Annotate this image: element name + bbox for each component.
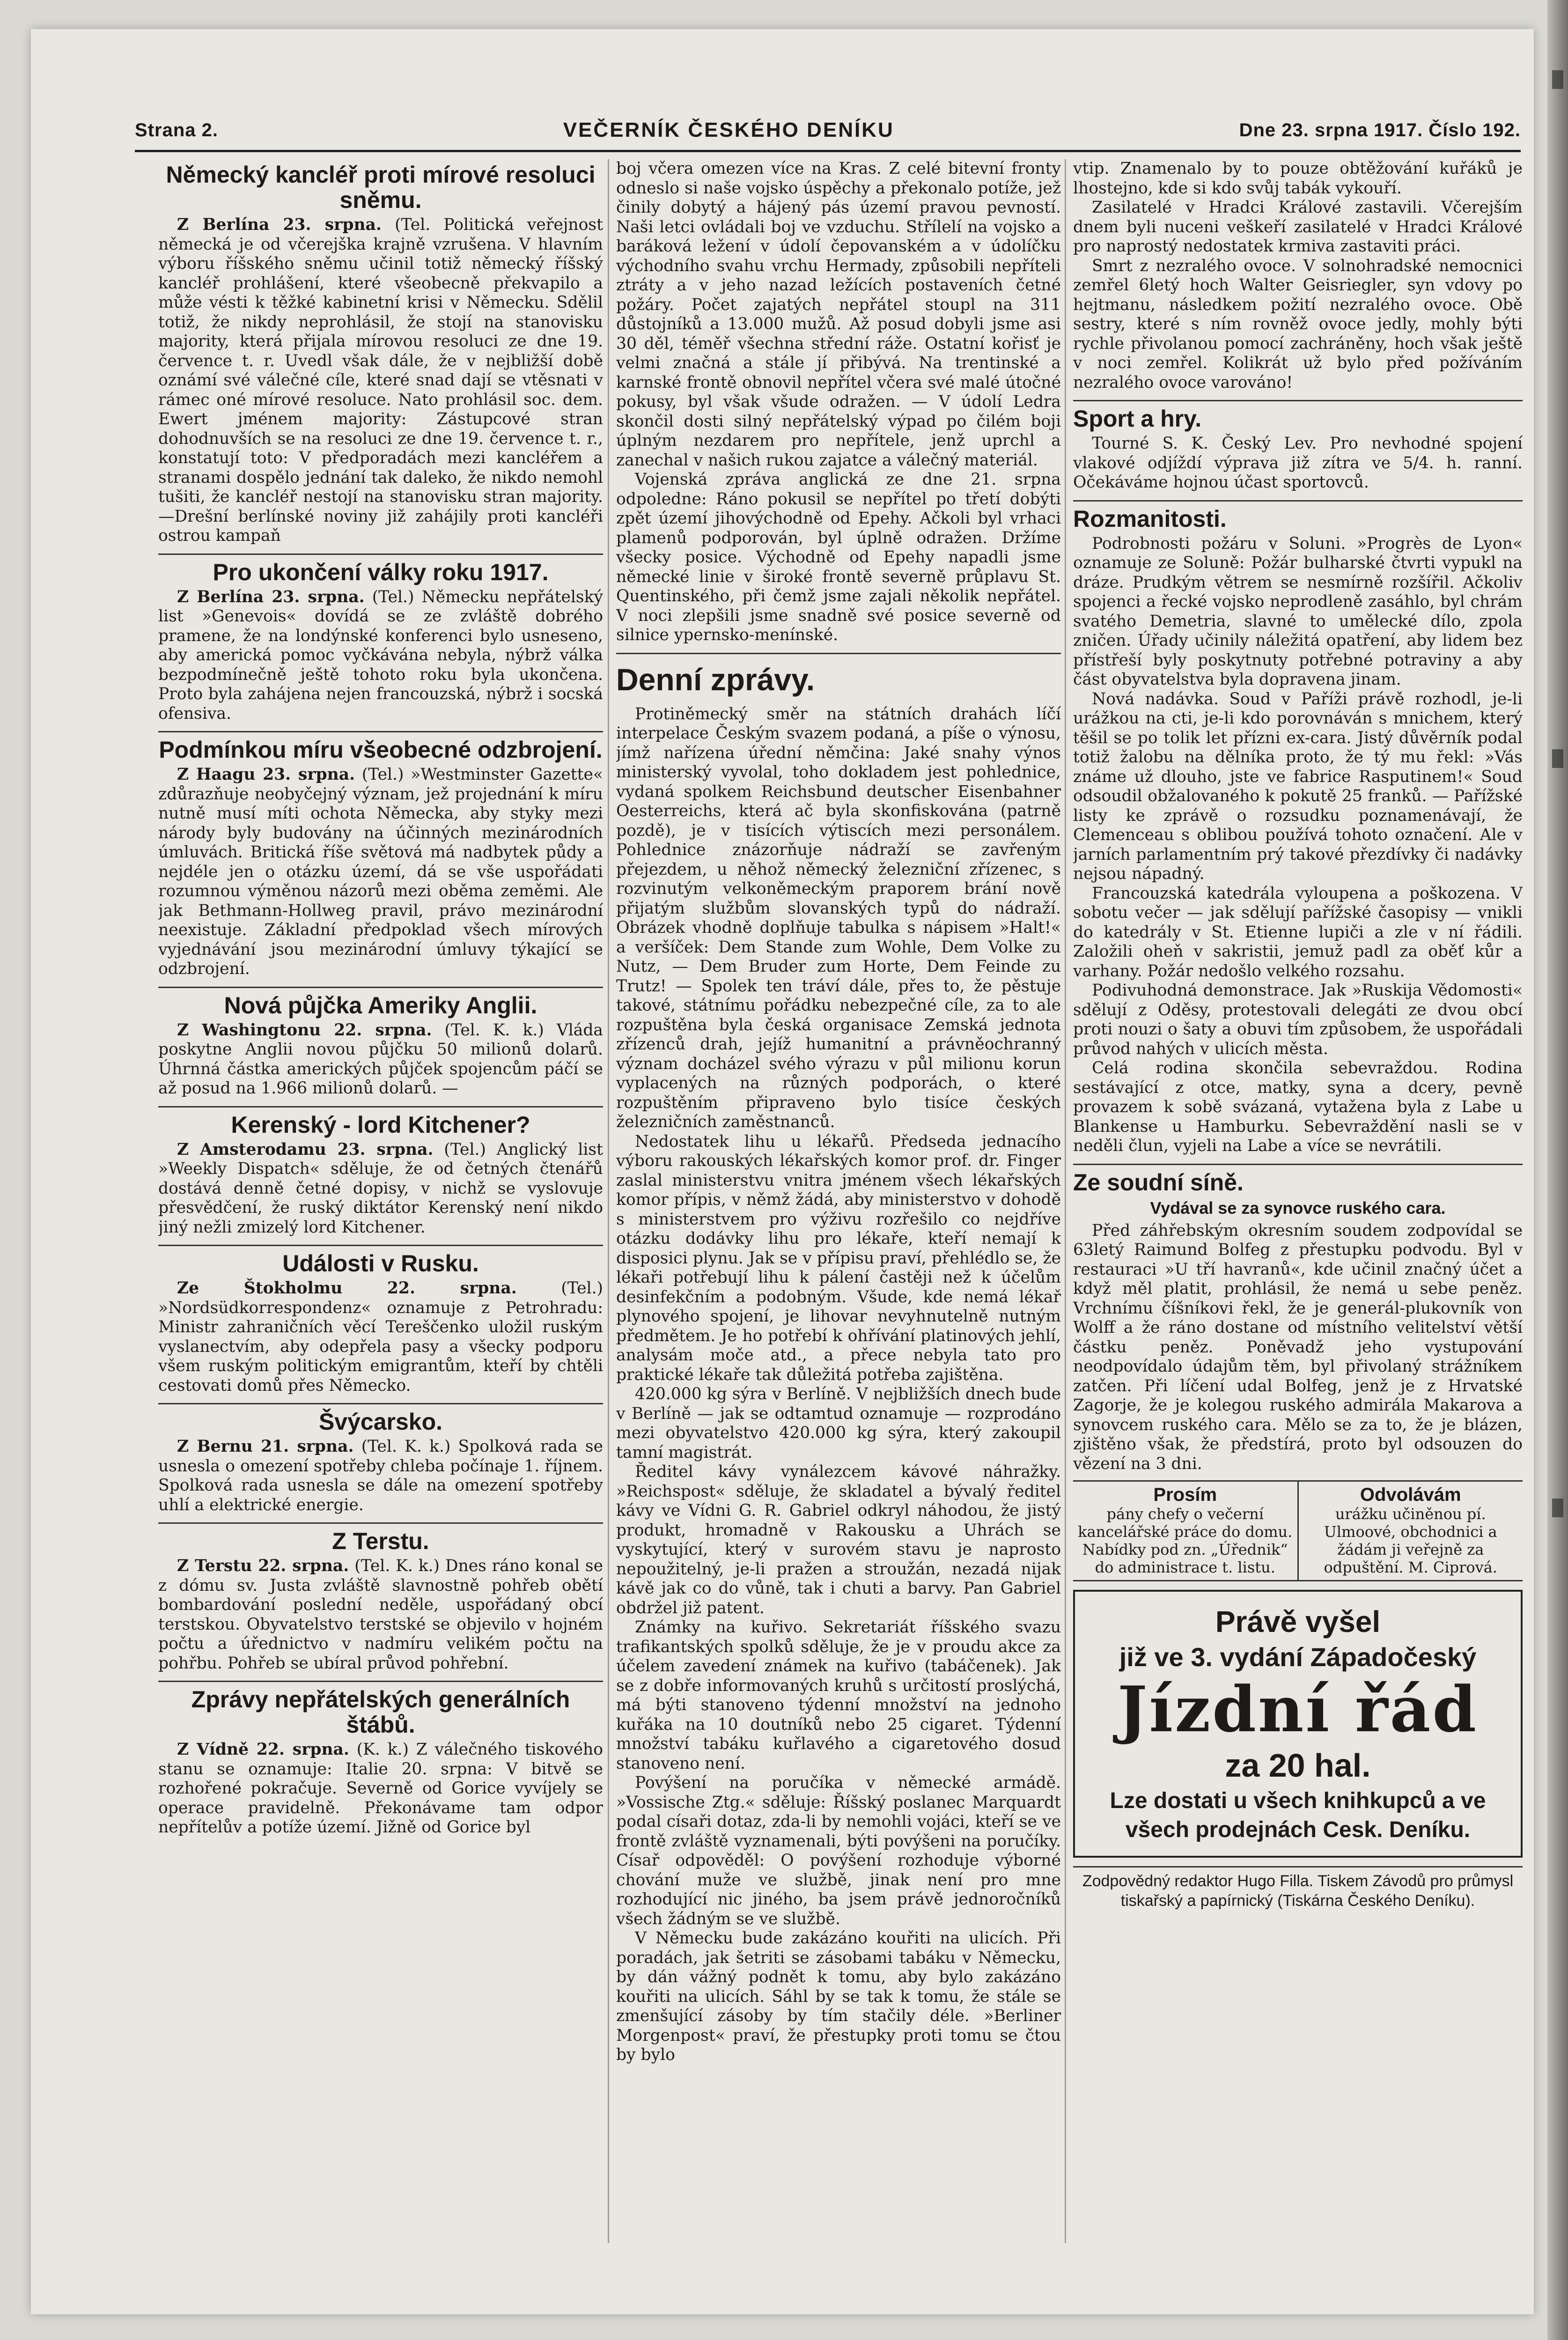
classified-ads: [1073, 1480, 1523, 1581]
news-item: Tourné S. K. Český Lev. Pro nevhodné spojení vlakové odjíždí výprava již zítra ve 5/4. h. ranní. Očekáváme hojnou účast sportovců.: [1073, 434, 1523, 492]
section-title: Denní zprávy.: [616, 662, 815, 697]
separator: [616, 653, 1061, 654]
dateline: Ze Štokholmu 22. srpna.: [177, 1279, 517, 1298]
ad-headline: Jízdní řád: [1117, 1672, 1479, 1746]
issue-number: Číslo 192.: [1428, 119, 1521, 140]
article-text: (Tel.) Anglický list »Weekly Dispatch« sděluje, že od četných čtenářů dostává denně četné dopisy, v nichž se vyslovuje přesvědčení, že ruský diktátor Kerenský není nikdo jiný nežli zmizelý lord Kitchener.: [158, 1140, 603, 1237]
ad-line: Lze dostati u všech knihkupců a ve všech prodejnách Cesk. Deníku.: [1110, 1788, 1486, 1842]
column-rule: [1065, 159, 1066, 2243]
column-1: [158, 159, 603, 2243]
news-item: Celá rodina skončila sebevraždou. Rodina sestávající z otce, matky, syna a dcery, pevně provazem k sobě svázaná, vytažena byla z Labe u Blankense u Hamburku. Sebevraždění nasli se v neděli člun, vyjeli na Labe a více se nevrátili.: [1073, 1059, 1523, 1155]
dateline: Z Haagu 23. srpna.: [177, 765, 355, 784]
news-item: Francouzská katedrála vyloupena a poškozena. V sobotu večer — jak sdělují pařížské časopisy — vnikli do katedrály v St. Etienne lupiči a zle v ní řádili. Založili oheň v sakristii, jemuž padl za oběť kůr a varhany. Požár nedošlo velkého rozsahu.: [1073, 884, 1523, 981]
article-text: (Tel. K. k.) Spolková rada se usnesla o omezení spotřeby chleba počínaje 1. říjnem. Spolková rada usnesla se dále na omezení spotřeby uhlí a elektrické energie.: [158, 1437, 603, 1514]
article-title: Události v Rusku.: [282, 1250, 479, 1277]
article-continuation: vtip. Znamenalo by to pouze obtěžování kuřáků je lhostejno, kde si kdo svůj tabák vykouří.: [1073, 159, 1523, 198]
news-item: Povýšení na poručíka v německé armádě. »Vossische Ztg.« sděluje: Říšský poslanec Marquardt podal císaři dotaz, zda-li by nemohli vojáci, kteří se ve frontě zvláště vyznamenali, býti povýšeni na poručíky. Císař odpověděl: O povýšení rozhoduje výborné chování muže ve službě, jinak není pro mne rozhodující nic jiného, ba jsem právě jednoročníků všech žádným se ve službě.: [616, 1773, 1061, 1928]
news-item: Podivuhodná demonstrace. Jak »Ruskija Vědomosti« sdělují z Oděsy, protestovali delegáti ze dvou obcí proti nouzi o šaty a obuvi tím způsobem, že uspořádali průvod nahých v ulicích města.: [1073, 981, 1523, 1058]
article-body: [158, 215, 603, 546]
article-text: (Tel. Politická veřejnost německá je od včerejška krajně vzrušena. V hlavním výboru říšského sněmu učinil totiž německý říšský kancléř prohlášení, které všeobecně překvapilo a může vésti k těžké kabinetní krisi v Německu. Sdělil totiž, že nikdy neprohlásil, že stojí na stanovisku majority, která přijala mírovou resoluci ze dne 19. července t. r. Uvedl však dále, že v nejbližší době oznámí své válečné cíle, které snad dají se vtěsnati v rámec oné mírové resoluce. Nato prohlásil soc. dem. Ewert jménem majority: Zástupcové stran dohodnuvších se na resoluci ze dne 19. července t. r., konstatují toto: V předporadách mezi kancléřem a stranami dospělo jednání tak daleko, že nikdo nemohl tušiti, že kancléř nestojí na stanovisku stran majority.—Drešní berlínské noviny již zahájily proti kancléři ostrou kampaň: [158, 215, 603, 545]
article-title: Pro ukončení války roku 1917.: [213, 559, 549, 585]
newspaper-title: VEČERNÍK ČESKÉHO DENÍKU: [563, 118, 894, 141]
masthead: [135, 116, 1521, 144]
column-3: [1073, 159, 1523, 2243]
dateline: Z Berlína 23. srpna.: [177, 587, 365, 606]
column-rule: [608, 159, 609, 2243]
dateline: Z Vídně 22. srpna.: [177, 1740, 349, 1759]
page-edge: [1547, 0, 1568, 2340]
dateline: Z Terstu 22. srpna.: [177, 1557, 349, 1575]
article-subtitle: Vydával se za synovce ruského cara.: [1150, 1198, 1446, 1218]
news-item: Známky na kuřivo. Sekretariát říšského svazu trafikantských spolků sděluje, že je v proudu akce za účelem zavedení známek na kuřivo (tabáčenek). Jak se z dobře informovaných kruhů s určitostí proslýchá, má býti stanoveno týdenní množství na jednoho kuřáka na 10 doutníků nebo 25 cigaret. Týdenní množství tabáku kuřlavého a cigaretového dosud stanoveno není.: [616, 1618, 1061, 1773]
section-title: Sport a hry.: [1073, 406, 1202, 432]
news-item: 420.000 kg sýra v Berlíně. V nejbližších dnech bude v Berlíně — jak se odtamtud oznamuje — rozprodáno mezi obyvatelstvo 420.000 kg sýra, který zakoupil tamní magistrát.: [616, 1385, 1061, 1462]
news-item: Nedostatek lihu u lékařů. Předseda jednacího výboru rakouských lékařských komor prof. dr. Finger zaslal ministerstvu vnitra jménem všech lékařských komor přípis, v němž žádá, aby ministerstvo v dohodě s ministerstvem pro výživu rozřešilo co nejdříve otázku dodávky lihu pro lékaře, kteří nemají k disposici plynu. Jak se v přípisu praví, přehlédlo se, že lékaři potřebují lihu k pálení častěji než k účelům desinfekčním a podobným. Všude, kde nemá lékař plynového spojení, je lihovar nevyhnutelně nutným předmětem. Je ho potřebí k ohřívání platinových jehlí, analysám moče atd., a přece nebyla tato pro praktické lékaře tak důležitá potřeba zajištěna.: [616, 1132, 1061, 1384]
article-title: Nová půjčka Ameriky Anglii.: [224, 992, 537, 1019]
article-title: Kerenský - lord Kitchener?: [231, 1111, 530, 1138]
news-item: Podrobnosti požáru v Soluni. »Progrès de Lyon« oznamuje ze Soluně: Požár bulharské čtvrti vypukl na dráze. Prudkým větrem se nesmírně rozšířil. Ačkoliv spojenci a řecké vojsko neprodleně zasáhlo, byl chrám svatého Demetria, slavné to umělecké dílo, zpola zničen. Úřady učinily náležitá opatření, aby lidem bez přístřeší byly poskytnuty potřebné potraviny a aby část obyvatelstva byla dopravena jinam.: [1073, 534, 1523, 689]
ad-title: Prosím: [1153, 1484, 1217, 1505]
article-text: (K. k.) Z válečného tiskového stanu se oznamuje: Italie 20. srpna: V bitvě se rozhořené pokračuje. Severně od Gorice vyvíjely se operace pravidelně. Překonávame tam odpor nepřítelův a potíže území. Jižně od Gorice byl: [158, 1740, 603, 1837]
article-body: [158, 765, 603, 979]
timetable-advertisement: [1073, 1590, 1523, 1858]
article-continuation: boj včera omezen více na Kras. Z celé bitevní fronty odneslo si naše vojsko úspěchy a překonalo potíže, jež činily dobytý a hájený pás území pravou pevností. Naši letci ovládali boj ve vzduchu. Střílelí na vojsko a baráková ležení v údolí čepovanském a v údolíčku východního svahu vrchu Hermady, způsobili nepříteli ztráty a v jeho nazad ležících postaveních četné požáry. Počet zajatých nepřátel stoupl na 311 důstojníků a 13.000 mužů. Až posud dobyli jsme asi 30 děl, téměř všechna střední ráže. Ostatní kořisť je velmi značná a stále jí přibývá. Na trentinské a karnské frontě obnovil nepřítel včera své malé útočné pokusy, byl však všude odražen. — V údolí Ledra skončil dosti silný nepřátelský výpad po čilém boji úplným nezdarem pro nepřítele, jenž uprchl a zanechal v našich rukou zajatce a válečný materiál.: [616, 159, 1061, 470]
article-body: [158, 1740, 603, 1838]
separator: [1073, 400, 1523, 401]
article-body: [158, 1557, 603, 1673]
article-body: Vojenská zpráva anglická ze dne 21. srpna odpoledne: Ráno pokusil se nepřítel po třetí dobýti zpět území jihovýchodně od Epehy. Ačkoli byl vrhaci plamenů podporován, byl úplně odražen. Držíme všecky posice. Východně od Epehy napadli jsme německé linie v široké frontě severně průplavu St. Quentinského, při čemž jsme zajali několik nepřátel. V noci zlepšili jsme snadně své posice severně od silnice ypernsko-menínské.: [616, 470, 1061, 644]
news-item: Protiněmecký směr na státních drahách líčí interpelace Českým svazem podaná, a píše o výnosu, jímž nařízena úřední němčina: Jaké snahy výnos ministerský vyvolal, toho dokladem jest pohlednice, vydaná spolkem Reichsbund deutscher Eisenbahner Oesterreichs, která ač byla skonfiskována (patrně pozdě), je v tisících výtiscích mezi personálem. Pohlednice znázorňuje nádraží se zavřeným přejezdem, u něhož německý železniční zřízenec, s rozvinutým velkoněmeckým praporem brání nově přijatým službům slovanských typů do nádraží. Obrázek vhodně doplňuje tabulka s nápisem »Halt!« a veršíček: Dem Stande zum Wohle, Dem Volke zu Nutz, — Dem Bruder zum Horte, Dem Feinde zu Trutz! — Spolek ten tráví dále, přes to, že pěstuje takové, státnímu pořádku nebezpečné cíle, za to ale rozpuštěna byla česká organisace Zemská jednota zřízenců drah, jejíž humanitní a právněochranný význam docházel svého výrazu v půl milionu korun vyplacených na různých podporách, o které rozpuštěním připraveno bylo tisíce českých železničních zaměstnanců.: [616, 704, 1061, 1131]
article-body: [158, 588, 603, 724]
dateline: Z Bernu 21. srpna.: [177, 1437, 354, 1456]
edge-mark: [1552, 749, 1563, 768]
article-title: Z Terstu.: [332, 1528, 429, 1554]
imprint: Zodpovědný redaktor Hugo Filla. Tiskem Závodů pro průmysl tiskařský a papírnický (Tiskárna Českého Deníku).: [1073, 1866, 1523, 1911]
article-body: [158, 1437, 603, 1515]
article-body: [158, 1021, 603, 1099]
article-text: (Tel. K. k.) Vláda poskytne Anglii novou půjčku 50 milionů dolarů. Úhrnná částka amerických půjček spojencům páčí se až posud na 1.966 milionů dolarů. —: [158, 1020, 603, 1098]
section-title: Ze soudní síně.: [1073, 1169, 1244, 1196]
edge-mark: [1552, 70, 1563, 89]
news-item: V Německu bude zakázáno kouřiti na ulicích. Při poradách, jak šetriti se zásobami tabáku v Německu, by dán vážný podnět k tomu, aby bylo zakázáno kouřiti na ulicích. Sáhl by se tak k tomu, že stále se zmenšující zásoby by tím stačily déle. »Berliner Morgenpost« praví, že přestupky proti tomu se čtou by bylo: [616, 1929, 1061, 2064]
article-text: (Tel.) Německu nepřátelský list »Genevois« dovídá se ze zvláště dobrého pramene, že na londýnské konferenci bylo usneseno, aby americká pomoc vyčkávána nebyla, nýbrž válka bezpodmínečně ještě tohoto roku byla ukončena. Proto byla zahájena nejen francouzská, nýbrž i socská ofensiva.: [158, 587, 603, 723]
separator: [158, 1681, 603, 1682]
column-2: [616, 159, 1061, 2243]
ad-line: již ve 3. vydání Západočeský: [1119, 1642, 1477, 1672]
ad-line: Právě vyšel: [1215, 1604, 1381, 1639]
page-number: Strana 2.: [135, 119, 218, 140]
classified-ad: [1297, 1482, 1523, 1580]
ad-text: pány chefy o večerní kancelářské práce do domu. Nabídky pod zn. „Úřednik“ do administrace t. listu.: [1078, 1505, 1293, 1576]
news-item: Ředitel kávy vynálezcem kávové náhražky. »Reichspost« sděluje, že skladatel a bývalý ředitel kávy ve Vídni G. R. Gabriel odkryl náhodou, že jistý produkt, hromadně v Rakousku a Uhrách se vyskytující, který v surovém stavu je naprosto nepoužitelný, je-li pražen a stroužán, nezadá nijak kávě jak co do vůně, tak i chuti a barvy. Pan Gabriel obdržel již patent.: [616, 1462, 1061, 1617]
ad-title: Odvolávám: [1360, 1484, 1461, 1505]
article-title: Zprávy nepřátelských generálních štábů.: [191, 1686, 570, 1738]
article-title: Německý kancléř proti mírové resoluci sněmu.: [166, 162, 596, 213]
article-text: (Tel.) »Westminster Gazette« zdůrazňuje neobyčejný význam, jež projednání k míru nutně musí míti ochota Německa, aby styky mezi národy byly budovány na účinných mezinárodních úmluvách. Britická říše světová má nadbytek půdy a nejdéle jen o otázku území, dá se vše uspořádati rozumnou výměnou názorů mezi oběma zeměmi. Ale jak Bethmann-Hollweg pravil, právo mezinárodní neexistuje. Základní předpoklad všech mírových vyjednávání jsou mezinárodní úmluvy týkající se odzbrojení.: [158, 765, 603, 978]
separator: [1073, 1164, 1523, 1165]
article-body: Před záhřebským okresním soudem zodpovídal se 63letý Raimund Bolfeg z přestupku podvodu. Byl v restauraci »U tří havranů«, kde učinil značný účet a když měl platit, prohlásil, že nemá u sebe peněz. Vrchnímu číšníkovi řekl, že je generál-plukovník von Wolff a že ráno dostane od místního velitelství větší částku peněz. Poněvadž jeho vystupování neodpovídalo údajům těm, byl přivolaný strážníkem zatčen. Při líčení udal Bolfeg, jenž je z Hrvatské Zagorje, že je kolegou ruského admirála Makarova a synovcem ruského cara. Mělo se za to, že je blázen, zjištěno však, že předstírá, proto byl odsouzen do vězení na 3 dni.: [1073, 1221, 1523, 1473]
section-title: Rozmanitosti.: [1073, 505, 1227, 532]
news-item: Smrt z nezralého ovoce. V solnohradské nemocnici zemřel 6letý hoch Walter Geisriegler, syn vdovy po hejtmanu, následkem požití nezralého ovoce. Obě sestry, které s ním rovněž ovoce jedly, mohly býti rychle přivolanou pomocí zachráněny, hoch však ještě v noci zemřel. Kolikrát už bylo před požíváním nezralého ovoce varováno!: [1073, 256, 1523, 392]
header-right: [1239, 120, 1521, 141]
dateline: Z Washingtonu 22. srpna.: [177, 1020, 432, 1040]
separator: [158, 1106, 603, 1107]
separator: [158, 1522, 603, 1524]
classified-ad: [1073, 1482, 1297, 1580]
ad-text: urážku učiněnou pí. Ulmoové, obchodnici a žádám ji veřejně za odpuštění. M. Ciprová.: [1324, 1505, 1497, 1576]
dateline: Z Amsterodamu 23. srpna.: [177, 1140, 434, 1159]
header-rule: [135, 150, 1521, 152]
separator: [158, 1403, 603, 1404]
article-text: (Tel. K. k.) Dnes ráno konal se z dómu sv. Justa zvláště slavnostně pohřeb obětí bombardování poslední neděle, uspořádaný obcí terstskou. Obyvatelstvo terstské se objevilo v hojném počtu a úřednictvo v nadmíru velikém počtu na pohřbu. Pohřeb se ubíral průvod pohřební.: [158, 1557, 603, 1673]
article-text: (Tel.) »Nordsüdkorrespondenz« oznamuje z Petrohradu: Ministr zahraničních věcí Tereščenko uložil ruským vyslanectvím, aby odepřela pasy a všeckу podporu všem ruským politickým emigrantům, kteří by chtěli cestovati domů přes Německo.: [158, 1279, 603, 1395]
separator: [1073, 500, 1523, 502]
news-item: Zasilatelé v Hradci Králové zastavili. Včerejším dnem byli nuceni veškeří zasilatelé v Hradci Králové pro naprostý nedostatek krmiva zastaviti práci.: [1073, 198, 1523, 256]
article-title: Podmínkou míru všeobecné odzbrojení.: [159, 737, 603, 763]
article-title: Švýcarsko.: [318, 1409, 443, 1435]
separator: [158, 554, 603, 555]
separator: [158, 731, 603, 732]
issue-date: Dne 23. srpna 1917.: [1239, 119, 1423, 140]
article-body: [158, 1279, 603, 1395]
article-body: [158, 1140, 603, 1238]
separator: [158, 1245, 603, 1246]
ad-price: za 20 hal.: [1225, 1747, 1371, 1784]
separator: [158, 987, 603, 988]
news-item: Nová nadávka. Soud v Paříži právě rozhodl, je-li urážkou na cti, je-li kdo porovnáván s mnichem, který těšil se po tolik let přízni ex-cara. Jistý důvěrník podal totiž žalobu na dělníka proto, že tý mu řekl: »Vás známe už dlouho, jste ve fabrice Rasputinem!« Soud odsoudil obžalovaného k pokutě 25 franků. — Pařížské listy ke zprávě o rozsudku poznamenávají, že Clemenceau s oblibou používá tohoto označení. Ale v jarních parlamentním prý takové přezdívky či nadávky nejsou nápadný.: [1073, 689, 1523, 883]
dateline: Z Berlína 23. srpna.: [177, 215, 382, 234]
edge-mark: [1552, 1498, 1563, 1517]
